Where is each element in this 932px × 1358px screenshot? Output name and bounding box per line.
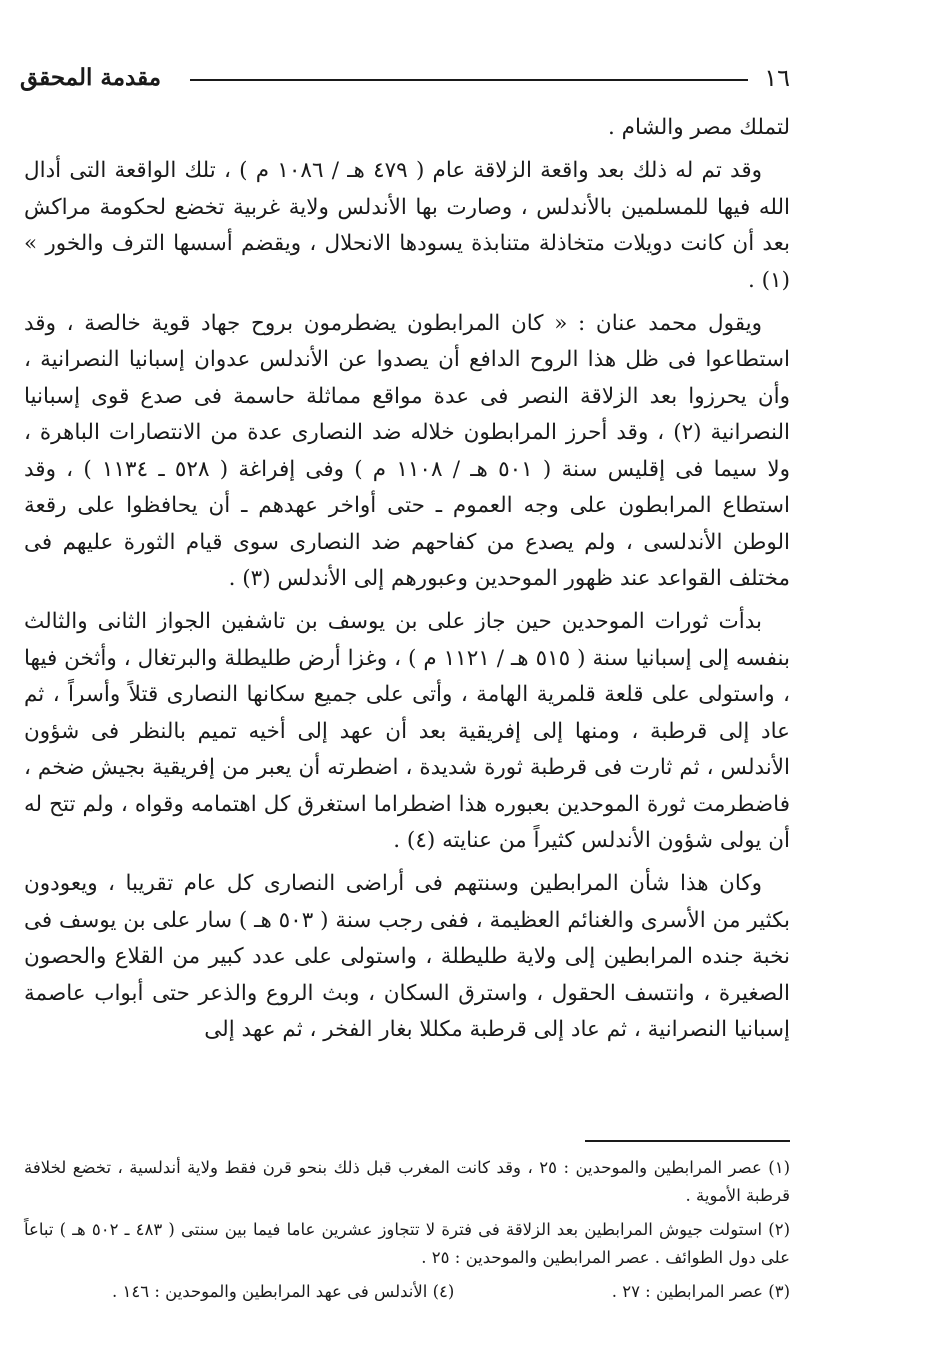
- body-text: [24, 110, 790, 1055]
- footnote: (٢) استولت جيوش المرابطين بعد الزلاقة فى فترة لا تتجاوز عشرين عاما فيما بين سنتى ( ٤٨٣ ـ ٥٠٢ هـ ) تباعاً على دول الطوائف . عصر المرابطين والموحدين : ٢٥ .: [24, 1220, 791, 1267]
- paragraph: لتملك مصر والشام .: [607, 115, 790, 140]
- footnote: (١) عصر المرابطين والموحدين : ٢٥ ، وقد كانت المغرب قبل ذلك بنحو قرن فقط ولاية أندلسية ، تخضع لخلافة قرطبة الأموية .: [24, 1158, 791, 1205]
- header-rule: [190, 79, 748, 81]
- footnote-separator: [585, 1140, 790, 1142]
- paragraph: وقد تم له ذلك بعد واقعة الزلاقة عام ( ٤٧٩ هـ / ١٠٨٦ م ) ، تلك الواقعة التى أدال الله فيها للمسلمين بالأندلس ، وصارت بها الأندلس ولاية غربية تخضع لحكومة مراكش بعد أن كانت دويلات متخاذلة متنابذة يسودها الانحلال ، ويقضم أسسها الترف والخور » (١) .: [24, 158, 790, 293]
- footnotes: [24, 1154, 790, 1306]
- footnote: (٣) عصر المرابطين : ٢٧ .: [611, 1282, 790, 1301]
- page-number: ١٦: [764, 64, 790, 92]
- paragraph: وكان هذا شأن المرابطين وسنتهم فى أراضى النصارى كل عام تقريبا ، ويعودون بكثير من الأسرى والغنائم العظيمة ، ففى رجب سنة ( ٥٠٣ هـ ) سار على بن يوسف فى نخبة جنده المرابطين إلى ولاية طليطلة ، واستولى على عدد كبير من القلاع والحصون الصغيرة ، وانتسف الحقول ، واسترق السكان ، وبث الروع والذعر حتى أبواب عاصمة إسبانيا النصرانية ، ثم عاد إلى قرطبة مكللا بغار الفخر ، ثم عهد إلى: [24, 871, 790, 1042]
- paragraph: بدأت ثورات الموحدين حين جاز على بن يوسف بن تاشفين الجواز الثانى والثالث بنفسه إلى إسبانيا سنة ( ٥١٥ هـ / ١١٢١ م ) ، وغزا أرض طليطلة والبرتغال ، وأثخن فيها ، واستولى على قلعة قلمرية الهامة ، وأتى على جميع سكانها النصارى قتلاً وأسراً ، ثم عاد إلى قرطبة ، ومنها إلى إفريقية بعد أن عهد إلى أخيه تميم بالنظر فى شؤون الأندلس ، ثم ثارت فى قرطبة ثورة شديدة ، اضطرته أن يعبر من إفريقية بجيش ضخم ، فاضطرمت ثورة الموحدين بعبوره هذا اضطراما استغرق كل اهتمامه وقواه ، ولم تتح له أن يولى شؤون الأندلس كثيراً من عنايته (٤) .: [24, 609, 790, 853]
- paragraph: ويقول محمد عنان : « كان المرابطون يضطرمون بروح جهاد قوية خالصة ، وقد استطاعوا فى ظل هذا الروح الدافع أن يصدوا عن الأندلس عدوان إسبانيا النصرانية ، وأن يحرزوا بعد الزلاقة النصر فى عدة مواقع مماثلة حاسمة فى صدع قوى إسبانيا النصرانية (٢) ، وقد أحرز المرابطون خلاله ضد النصارى عدة من الانتصارات الباهرة ، ولا سيما فى إقليس سنة ( ٥٠١ هـ / ١١٠٨ م ) وفى إفراغة ( ٥٢٨ ـ ١١٣٤ ) ، وقد استطاع المرابطون على وجه العموم ـ حتى أواخر عهدهم ـ أن يحافظوا على رقعة الوطن الأندلسى ، ولم يصدع من كفاحهم ضد النصارى سوى قيام الثورة عليهم فى مختلف القواعد عند ظهور الموحدين وعبورهم إلى الأندلس (٣) .: [24, 310, 791, 591]
- footnote: (٤) الأندلس فى عهد المرابطين والموحدين : ١٤٦ .: [112, 1282, 455, 1301]
- footnote-row: [24, 1278, 790, 1306]
- running-header-title: مقدمة المحقق: [20, 64, 162, 91]
- running-header: [20, 62, 790, 98]
